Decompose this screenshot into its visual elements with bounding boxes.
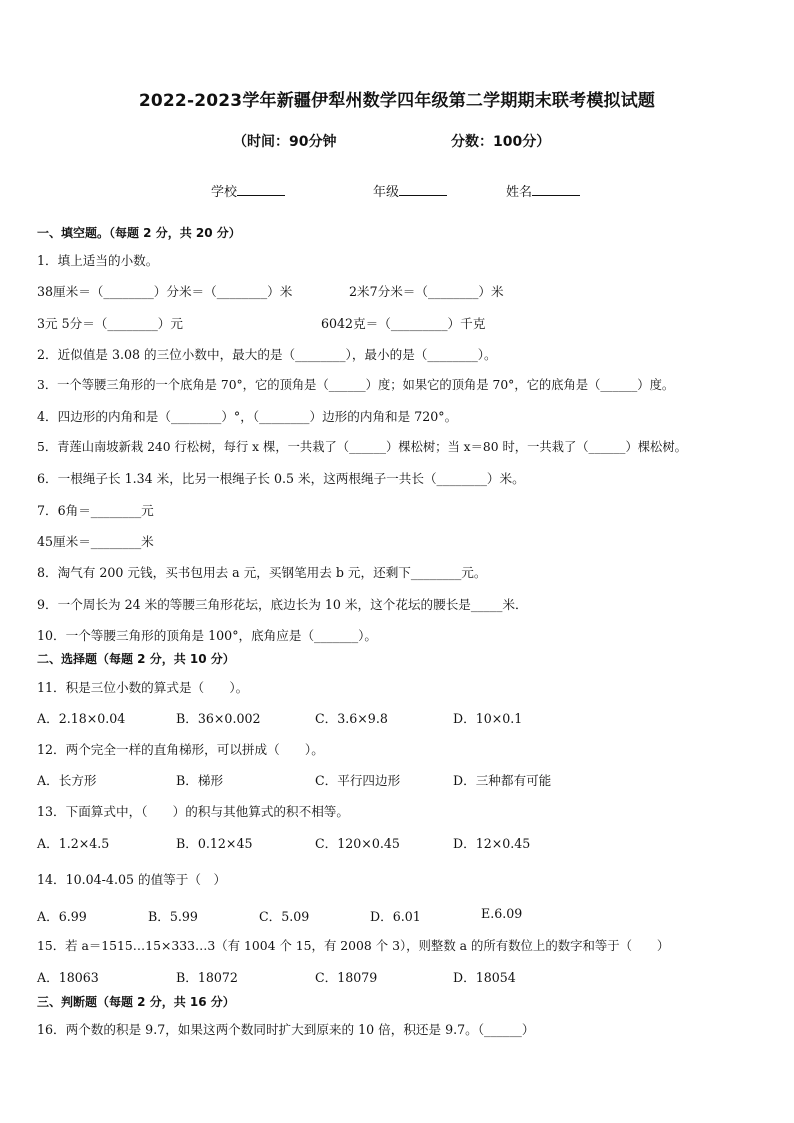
question-1: 1．填上适当的小数。 bbox=[37, 253, 159, 268]
question-15: 15．若 a＝1515…15×333…3（有 1004 个 15，有 2008 个 3），则整数 a 的所有数位上的数字和等于（ ） bbox=[37, 938, 670, 953]
question-1c: 3元 5分＝（________）元 bbox=[37, 316, 183, 331]
school-label: 学校 bbox=[211, 185, 238, 200]
option-14e[interactable]: E.6.09 bbox=[481, 906, 523, 921]
name-field bbox=[506, 181, 580, 200]
option-15c[interactable]: C．18079 bbox=[315, 970, 378, 985]
option-11d[interactable]: D．10×0.1 bbox=[453, 711, 523, 726]
exam-time: （时间：90分钟 bbox=[233, 134, 337, 150]
option-14d[interactable]: D．6.01 bbox=[370, 909, 421, 924]
option-11a[interactable]: A．2.18×0.04 bbox=[37, 711, 126, 726]
option-13b[interactable]: B．0.12×45 bbox=[176, 836, 253, 851]
question-11: 11．积是三位小数的算式是（ ）。 bbox=[37, 680, 249, 695]
school-field bbox=[211, 181, 285, 200]
page-title: 2022-2023学年新疆伊犁州数学四年级第二学期期末联考模拟试题 bbox=[138, 91, 656, 111]
option-11c[interactable]: C．3.6×9.8 bbox=[315, 711, 388, 726]
question-3: 3．一个等腰三角形的一个底角是 70°，它的顶角是（______）度；如果它的顶角是 70°，它的底角是（______）度。 bbox=[37, 378, 675, 392]
question-1a: 38厘米＝（________）分米＝（________）米 bbox=[37, 284, 293, 299]
option-12d[interactable]: D．三种都有可能 bbox=[453, 773, 552, 788]
question-16: 16．两个数的积是 9.7，如果这两个数同时扩大到原来的 10 倍，积还是 9.7。（______） bbox=[37, 1022, 535, 1037]
exam-score: 分数：100分） bbox=[451, 134, 551, 150]
option-11b[interactable]: B．36×0.002 bbox=[176, 711, 261, 726]
question-2: 2．近似值是 3.08 的三位小数中，最大的是（________），最小的是（________）。 bbox=[37, 347, 497, 362]
grade-blank[interactable] bbox=[399, 183, 447, 196]
question-7a: 7．6角＝________元 bbox=[37, 503, 154, 518]
option-14b[interactable]: B．5.99 bbox=[148, 909, 198, 924]
option-13a[interactable]: A．1.2×4.5 bbox=[37, 836, 110, 851]
option-13c[interactable]: C．120×0.45 bbox=[315, 836, 400, 851]
question-4: 4．四边形的内角和是（________）°，（________）边形的内角和是 720°。 bbox=[37, 409, 458, 424]
question-9: 9．一个周长为 24 米的等腰三角形花坛，底边长为 10 米，这个花坛的腰长是_____米． bbox=[37, 597, 528, 612]
question-12: 12．两个完全一样的直角梯形，可以拼成（ ）。 bbox=[37, 742, 324, 757]
name-label: 姓名 bbox=[506, 185, 533, 200]
question-14: 14．10.04-4.05 的值等于（ ） bbox=[37, 872, 227, 887]
question-6: 6．一根绳子长 1.34 米，比另一根绳子长 0.5 米，这两根绳子一共长（________）米。 bbox=[37, 471, 525, 486]
section-fill-blank: 一、填空题。（每题 2 分，共 20 分） bbox=[37, 226, 241, 240]
option-14c[interactable]: C．5.09 bbox=[259, 909, 310, 924]
grade-label: 年级 bbox=[373, 185, 400, 200]
question-8: 8．淘气有 200 元钱，买书包用去 a 元，买钢笔用去 b 元，还剩下________元。 bbox=[37, 565, 487, 580]
school-blank[interactable] bbox=[237, 183, 285, 196]
option-15b[interactable]: B．18072 bbox=[176, 970, 238, 985]
question-13: 13．下面算式中，（ ）的积与其他算式的积不相等。 bbox=[37, 804, 349, 819]
section-choice: 二、选择题（每题 2 分，共 10 分） bbox=[37, 652, 235, 666]
option-13d[interactable]: D．12×0.45 bbox=[453, 836, 531, 851]
question-5: 5．青莲山南坡新栽 240 行松树，每行 x 棵，一共栽了（______）棵松树；当 x＝80 时，一共栽了（______）棵松树。 bbox=[37, 440, 687, 454]
option-12c[interactable]: C．平行四边形 bbox=[315, 773, 401, 788]
option-15a[interactable]: A．18063 bbox=[37, 970, 99, 985]
option-14a[interactable]: A．6.99 bbox=[37, 909, 87, 924]
option-12a[interactable]: A．长方形 bbox=[37, 773, 97, 788]
question-1b: 2米7分米＝（________）米 bbox=[349, 284, 504, 299]
question-10: 10．一个等腰三角形的顶角是 100°，底角应是（_______）。 bbox=[37, 628, 378, 643]
name-blank[interactable] bbox=[532, 183, 580, 196]
option-12b[interactable]: B．梯形 bbox=[176, 773, 224, 788]
section-judge: 三、判断题（每题 2 分，共 16 分） bbox=[37, 995, 235, 1009]
grade-field bbox=[373, 181, 447, 200]
option-15d[interactable]: D．18054 bbox=[453, 970, 516, 985]
question-1d: 6042克＝（_________）千克 bbox=[321, 316, 486, 331]
question-7b: 45厘米＝________米 bbox=[37, 534, 154, 549]
